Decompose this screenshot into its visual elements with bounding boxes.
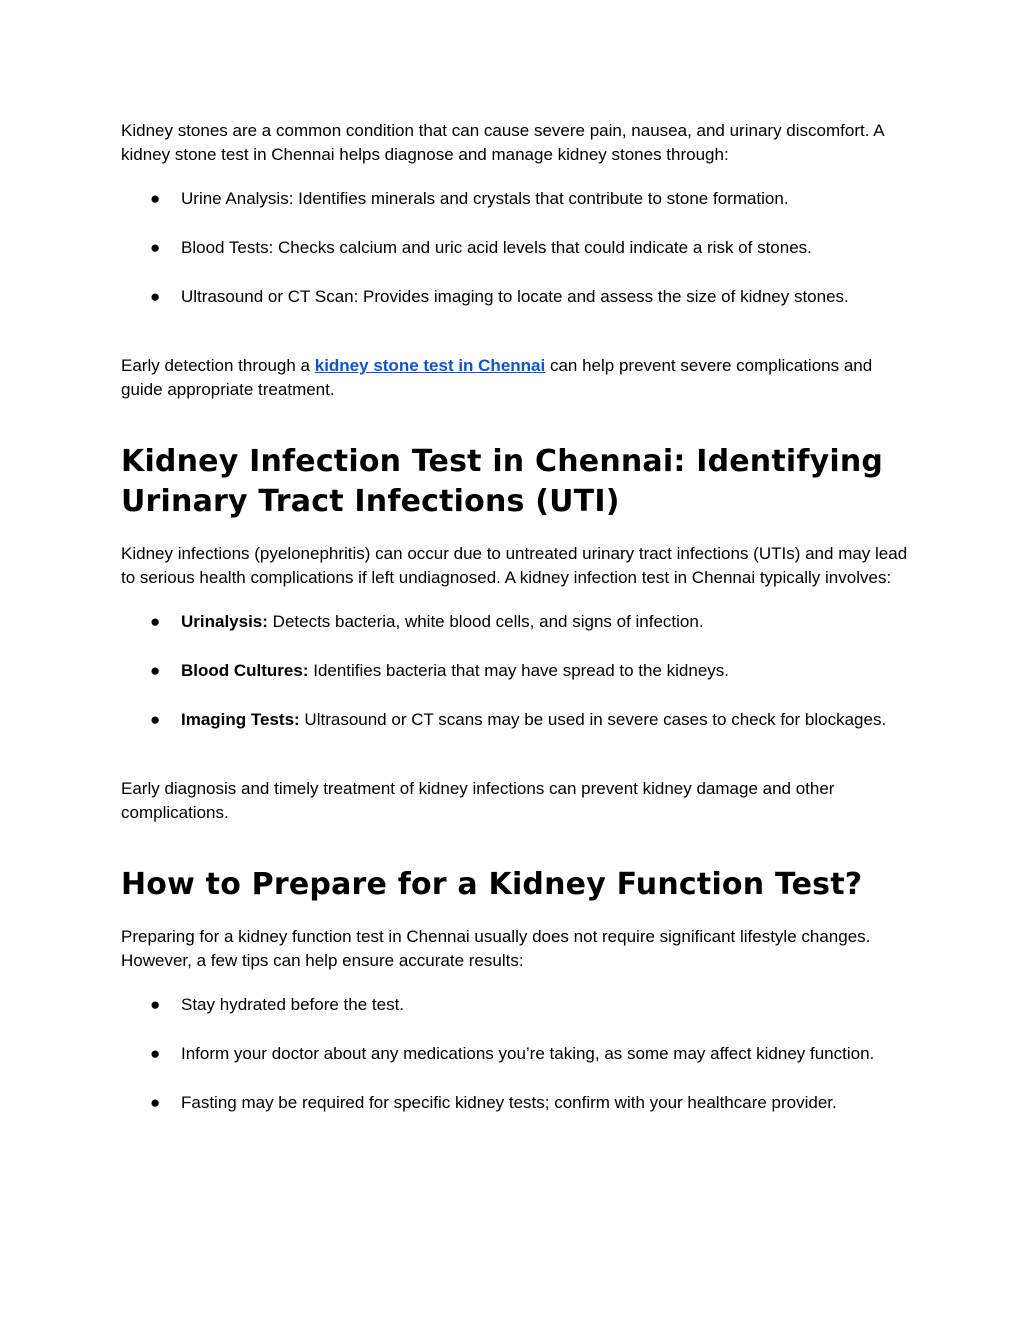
list-item-text: Fasting may be required for specific kidney tests; confirm with your healthcare provider.	[181, 1093, 837, 1112]
list-item-text: Blood Tests: Checks calcium and uric acid levels that could indicate a risk of stones.	[181, 238, 812, 257]
list-item	[121, 1042, 914, 1066]
bullet-icon: ●	[150, 710, 161, 729]
bullet-icon: ●	[150, 189, 161, 208]
list-item	[121, 708, 914, 732]
list-item-text: Ultrasound or CT Scan: Provides imaging to locate and assess the size of kidney stones.	[181, 287, 849, 306]
bullet-icon: ●	[150, 1093, 161, 1112]
closing-text-after: can help prevent severe complications and guide appropriate treatment.	[121, 356, 873, 399]
preparation-intro-paragraph: Preparing for a kidney function test in Chennai usually does not require significant lifestyle changes. However, a few tips can help ensure accurate results:	[121, 927, 871, 970]
list-item-text: Stay hydrated before the test.	[181, 995, 405, 1014]
stones-test-list	[121, 187, 914, 309]
preparation-tips-list	[121, 993, 914, 1115]
bullet-icon: ●	[150, 238, 161, 257]
list-item-text: Detects bacteria, white blood cells, and signs of infection.	[267, 612, 704, 631]
list-item-term: Blood Cultures:	[181, 661, 309, 680]
list-item	[121, 610, 914, 634]
preparation-heading: How to Prepare for a Kidney Function Test?	[121, 867, 863, 902]
kidney-stone-test-link[interactable]: kidney stone test in Chennai	[314, 356, 546, 375]
list-item-text: Urine Analysis: Identifies minerals and crystals that contribute to stone formation.	[181, 189, 789, 208]
list-item	[121, 285, 914, 309]
list-item-term: Urinalysis:	[181, 612, 268, 631]
infection-test-list	[121, 610, 914, 732]
list-item	[121, 659, 914, 683]
list-item	[121, 187, 914, 211]
list-item-text: Inform your doctor about any medications you’re taking, as some may affect kidney function.	[181, 1044, 875, 1063]
infection-closing-paragraph: Early diagnosis and timely treatment of kidney infections can prevent kidney damage and other complications.	[121, 779, 835, 822]
stones-closing-paragraph	[121, 354, 914, 402]
bullet-icon: ●	[150, 995, 161, 1014]
list-item-text: Identifies bacteria that may have spread to the kidneys.	[308, 661, 730, 680]
list-item	[121, 1091, 914, 1115]
stones-intro-paragraph: Kidney stones are a common condition that can cause severe pain, nausea, and urinary discomfort. A kidney stone test in Chennai helps diagnose and manage kidney stones through:	[121, 121, 884, 164]
bullet-icon: ●	[150, 612, 161, 631]
infection-intro-paragraph: Kidney infections (pyelonephritis) can occur due to untreated urinary tract infections (UTIs) and may lead to serious health complications if left undiagnosed. A kidney infection test in Chennai typically involves:	[121, 544, 908, 587]
bullet-icon: ●	[150, 1044, 161, 1063]
bullet-icon: ●	[150, 661, 161, 680]
list-item-text: Ultrasound or CT scans may be used in severe cases to check for blockages.	[299, 710, 887, 729]
bullet-icon: ●	[150, 287, 161, 306]
list-item-term: Imaging Tests:	[181, 710, 300, 729]
list-item	[121, 236, 914, 260]
closing-text-before: Early detection through a	[121, 356, 315, 375]
list-item	[121, 993, 914, 1017]
infection-heading: Kidney Infection Test in Chennai: Identifying Urinary Tract Infections (UTI)	[121, 444, 884, 519]
